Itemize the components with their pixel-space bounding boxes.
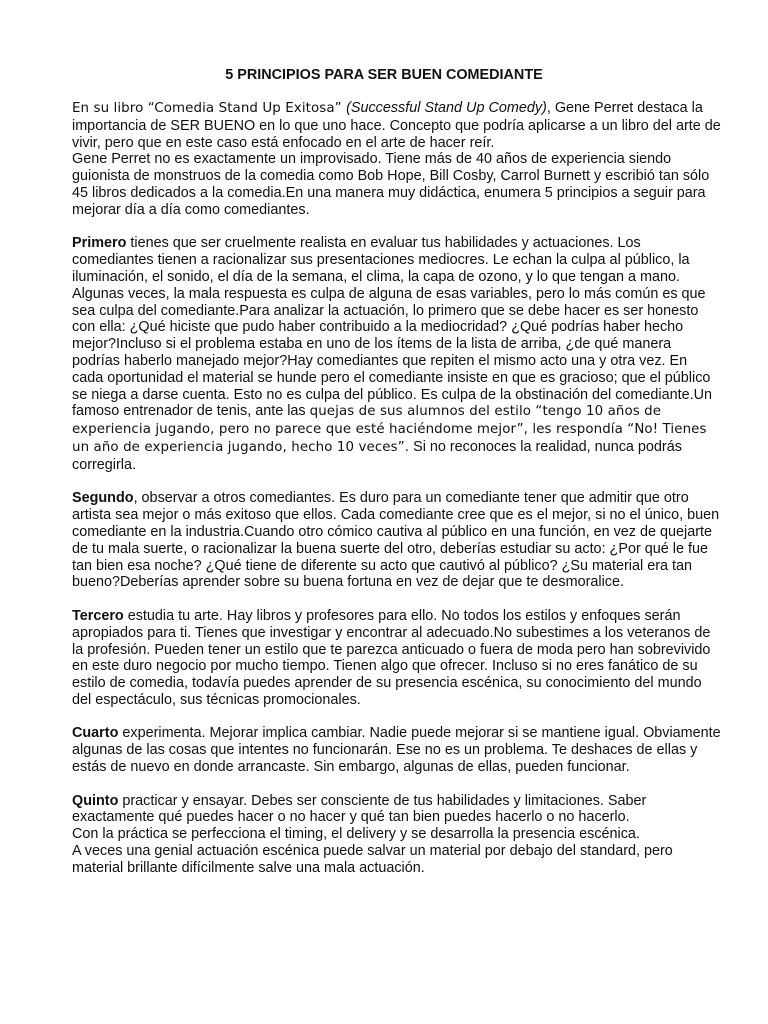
quinto-text: practicar y ensayar. Debes ser consciente de tus habilidades y limitaciones. Saber exactamente qué puedes hacer o no hacer y qué tan bien puedes hacerlo o no hacerlo. (72, 792, 647, 826)
section-tercero (72, 608, 722, 709)
segundo-text: , observar a otros comediantes. Es duro para un comediante tener que admitir que otro artista sea mejor o más exitoso que ellos. Cada comediante cree que es el mejor, si no el único, buen comediante en la industria.Cuando otro cómico cautiva al público en una función, en vez de quejarte de tu mala suerte, o racionalizar la buena suerte del otro, deberías estudiar su acto: ¿Por qué le fue tan bien esa noche? ¿Qué tiene de diferente su acto que cautivó al público? ¿Su material era tan bueno?Deberías aprender sobre su buena fortuna en vez de dejar que te desmoralice. (72, 490, 720, 591)
cuarto-text: experimenta. Mejorar implica cambiar. Nadie puede mejorar si se mantiene igual. Obviamente algunas de las cosas que intentes no funcionarán. Ese no es un problema. Te deshaces de ellas y estás de nuevo en donde arrancaste. Sin embargo, algunas de ellas, pueden funcionar. (72, 725, 721, 776)
section-cuarto (72, 725, 722, 775)
intro-book-english: (Successful Stand Up Comedy) (346, 100, 547, 116)
page-title: 5 PRINCIPIOS PARA SER BUEN COMEDIANTE (225, 67, 543, 83)
primero-text: tienes que ser cruelmente realista en evaluar tus habilidades y actuaciones. Los comediantes tienen a racionalizar sus presentaciones mediocres. Le echan la culpa al público, la iluminación, el sonido, el día de la semana, el clima, la capa de ozono, y lo que tengan a mano. (72, 235, 690, 285)
section-quinto (72, 793, 722, 877)
primero-heading: Primero (72, 235, 127, 252)
tercero-heading: Tercero (72, 607, 124, 624)
intro-author-text: Gene Perret no es exactamente un improvisado. Tiene más de 40 años de experiencia siendo guionista de monstruos de la comedia como Bob Hope, Bill Cosby, Carrol Burnett y escribió tan sólo 45 libros dedicados a la comedia.En una manera muy didáctica, enumera 5 principios a seguir para mejorar día a día como comediantes. (72, 151, 710, 218)
primero-text-2: Algunas veces, la mala respuesta es culpa de alguna de esas variables, pero lo más común es que sea culpa del comediante.Para analizar la actuación, lo primero que se debe hacer es ser honesto con ella: ¿Qué hiciste que pudo haber contribuido a la mediocridad? ¿Qué podrías haber hecho mejor?Incluso si el problema estaba en uno de los ítems de la lista de arriba, ¿de qué manera podrías haberlo manejado mejor?Hay comediantes que repiten el mismo acto una y otra vez. En cada oportunidad el material se hunde pero el comediante insiste en que es gracioso; que el público se niega a darse cuenta. Esto no es culpa del público. Es culpa de la obstinación del comediante.Un famoso entrenador de tenis, ante las (72, 285, 712, 420)
tercero-text: estudia tu arte. Hay libros y profesores para ello. No todos los estilos y enfoques serán apropiados para ti. Tienes que investigar y encontrar al adecuado.No subestimes a los veteranos de la profesión. Pueden tener un estilo que te parezca anticuado o fuera de moda pero han sobrevivido en este duro negocio por mucho tiempo. Tienen algo que ofrecer. Incluso si no eres fanático de su estilo de comedia, todavía puedes aprender de su presencia escénica, su conocimiento del mundo del espectáculo, sus técnicas promocionales. (72, 607, 711, 708)
intro-paragraph (72, 100, 722, 219)
segundo-heading: Segundo (72, 490, 134, 507)
section-segundo (72, 490, 722, 591)
intro-book-title: En su libro “Comedia Stand Up Exitosa” (72, 101, 347, 116)
quinto-heading: Quinto (72, 792, 119, 809)
document-body (72, 100, 722, 893)
primero-quote: quejas de sus alumnos del estilo “tengo 10 años de experiencia jugando, pero no parece que esté haciéndome mejor”, les respondía “No! Tienes un año de experiencia jugando, hecho 10 veces”. (72, 404, 707, 455)
quinto-text-3: A veces una genial actuación escénica puede salvar un material por debajo del standard, pero material brillante difícilmente salve una mala actuación. (72, 843, 673, 876)
primero-text-3: Si no reconoces la realidad, nunca podrás corregirla. (72, 438, 682, 473)
section-primero (72, 235, 722, 473)
cuarto-heading: Cuarto (72, 725, 119, 742)
intro-text: , Gene Perret destaca la importancia de SER BUENO en lo que uno hace. Concepto que podría aplicarse a un libro del arte de vivir, pero que en este caso está enfocado en el arte de hacer reír. (72, 100, 721, 151)
quinto-text-2: Con la práctica se perfecciona el timing, el delivery y se desarrolla la presencia escénica. (72, 826, 640, 843)
